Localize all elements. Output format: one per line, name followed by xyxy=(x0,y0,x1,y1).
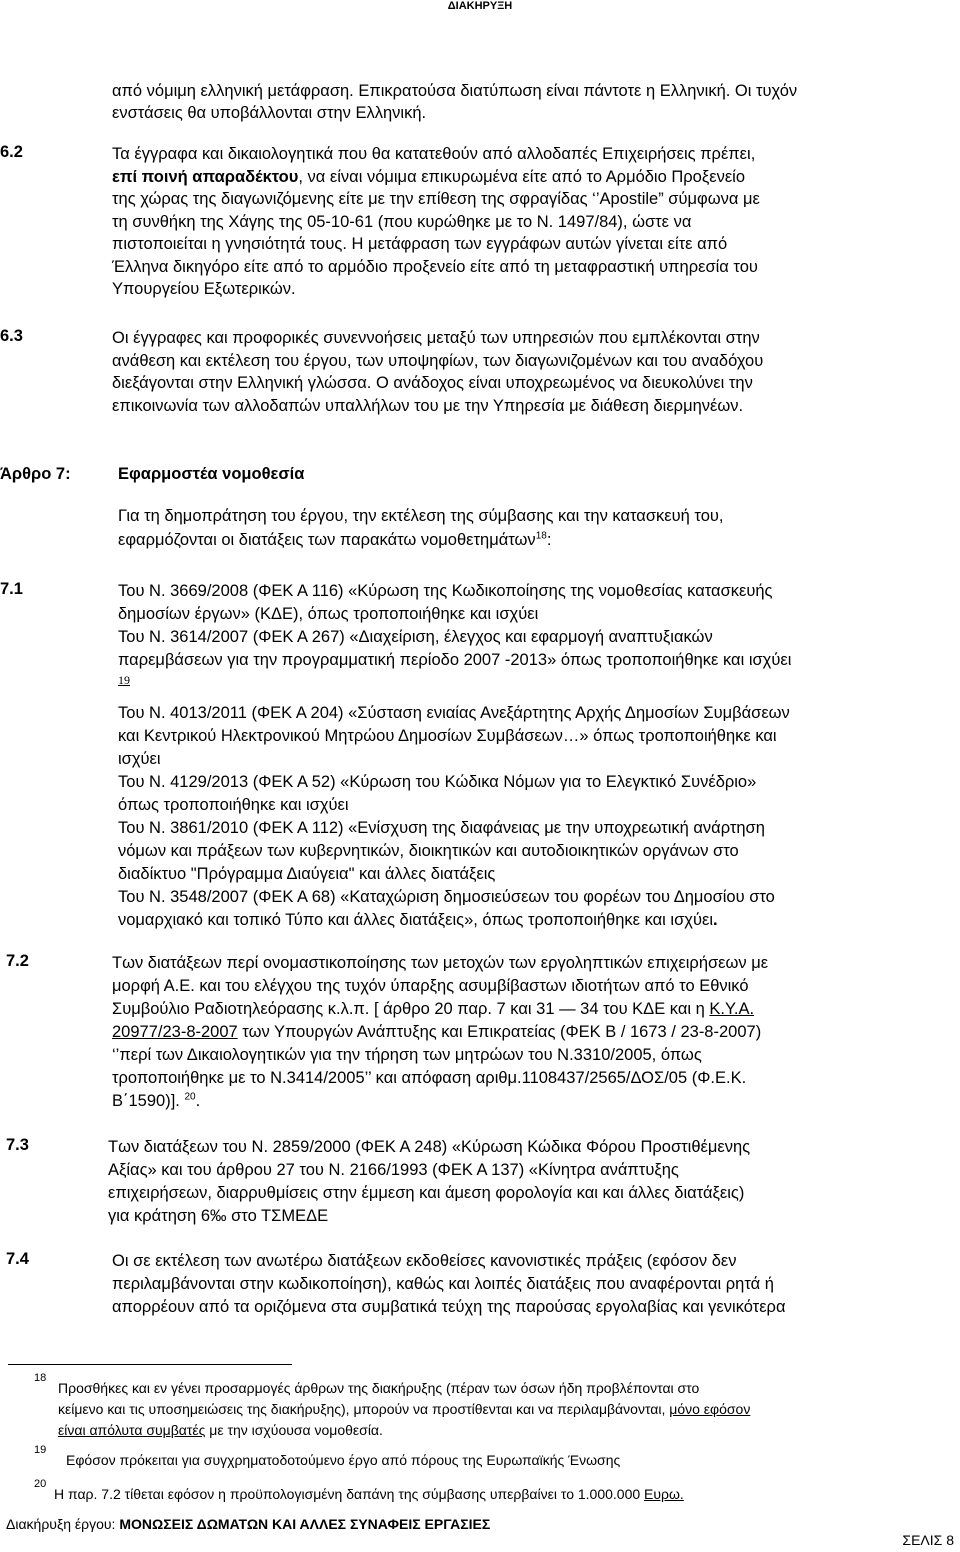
line xyxy=(58,1399,954,1420)
line-text: Συμβούλιο Ραδιοτηλεόρασης κ.λ.π. [ άρθρο 20 παρ. 7 και 31 — 34 του ΚΔΕ και η xyxy=(112,1000,705,1018)
line: Του Ν. 4129/2013 (ΦΕΚ Α 52) «Κύρωση του Κώδικα Νόμων για το Ελεγκτικό Συνέδριο» xyxy=(118,773,757,791)
footnote-separator xyxy=(8,1364,292,1365)
line: Για τη δημοπράτηση του έργου, την εκτέλεση της σύμβασης και την κατασκευή του, xyxy=(118,507,724,525)
footnote-number-20: 20 xyxy=(34,1478,47,1490)
footnote-ref-20: 20 xyxy=(184,1091,196,1103)
line: απορρέουν από τα οριζόμενα στα συμβατικά τεύχη της παρούσας εργολαβίας και γενικότερα xyxy=(112,1298,786,1316)
line-end: . xyxy=(195,1092,201,1110)
line: της χώρας της διαγωνιζόμενης είτε με την επίθεση της σφραγίδας ‘’Apostile” σύμφωνα με xyxy=(112,190,760,208)
line: περιλαμβάνονται στην κωδικοποίηση), καθώς και λοιπές διατάξεις που αναφέρονται ρητά ή xyxy=(112,1275,774,1293)
line: Του Ν. 4013/2011 (ΦΕΚ Α 204) «Σύσταση ενιαίας Ανεξάρτητης Αρχής Δημοσίων Συμβάσεων xyxy=(118,704,790,722)
page-footer xyxy=(6,1516,490,1532)
section-number-7-1: 7.1 xyxy=(0,580,23,598)
line: Του Ν. 3669/2008 (ΦΕΚ Α 116) «Κύρωση της Κωδικοποίησης της νομοθεσίας κατασκευής xyxy=(118,582,773,600)
section-number-7-4: 7.4 xyxy=(6,1250,29,1268)
section-number-6-3: 6.3 xyxy=(0,327,23,345)
line: πιστοποιείται η γνησιότητά τους. Η μετάφραση των εγγράφων αυτών γίνεται είτε από xyxy=(112,235,728,253)
line-text: των Υπουργών Ανάπτυξης και Επικρατείας (ΦΕΚ Β / 1673 / 23-8-2007) xyxy=(237,1023,762,1041)
line: Του Ν. 3861/2010 (ΦΕΚ Α 112) «Ενίσχυση της διαφάνειας με την υποχρεωτική ανάρτηση xyxy=(118,819,765,837)
page-number: ΣΕΛΙΣ 8 xyxy=(902,1532,954,1548)
line xyxy=(112,1021,954,1044)
footnote-number-18: 18 xyxy=(34,1372,47,1384)
line: Του Ν. 3614/2007 (ΦΕΚ Α 267) «Διαχείριση, έλεγχος και εφαρμογή αναπτυξιακών xyxy=(118,628,713,646)
kya-ref: Κ.Υ.Α. xyxy=(709,1000,755,1018)
line: δημοσίων έργων» (ΚΔΕ), όπως τροποποιήθηκε και ισχύει xyxy=(118,605,539,623)
bold-phrase: επί ποινή απαραδέκτου xyxy=(112,167,299,186)
section-7-1-text xyxy=(118,580,954,932)
footer-project-title: ΜΟΝΩΣΕΙΣ ΔΩΜΑΤΩΝ ΚΑΙ ΑΛΛΕΣ ΣΥΝΑΦΕΙΣ ΕΡΓΑΣΙΕΣ xyxy=(119,1516,491,1532)
line: παρεμβάσεων για την προγραμματική περίοδο 2007 -2013» όπως τροποποιήθηκε και ισχύει xyxy=(118,651,792,669)
section-7-3-text xyxy=(108,1136,954,1228)
footnote-ref-18: 18 xyxy=(535,530,547,542)
article-intro xyxy=(118,504,954,552)
line: μορφή Α.Ε. και του ελέγχου της τυχόν ύπαρξης ασυμβίβαστων ιδιοτήτων από το Εθνικό xyxy=(112,977,749,995)
underlined-phrase: Ευρω. xyxy=(644,1486,684,1502)
line-text: Η παρ. 7.2 τίθεται εφόσον η προϋπολογισμένη δαπάνη της σύμβασης υπερβαίνει το 1.000.000 xyxy=(54,1486,641,1502)
line xyxy=(112,998,954,1021)
line: επιχειρήσεων, διαρρυθμίσεις στην έμμεση και άμεση φορολογία και και άλλες διατάξεις) xyxy=(108,1184,745,1202)
line: Προσθήκες και εν γένει προσαρμογές άρθρων της διακήρυξης (πέραν των όσων ήδη προβλέπονται στο xyxy=(58,1380,700,1396)
line: επικοινωνία των αλλοδαπών υπαλλήλων του με την Υπηρεσία με διάθεση διερμηνέων. xyxy=(112,396,744,415)
line: και Κεντρικού Ηλεκτρονικού Μητρώου Δημοσίων Συμβάσεων…» όπως τροποποιήθηκε και xyxy=(118,727,777,745)
line xyxy=(112,166,954,189)
line: ανάθεση και εκτέλεση του έργου, των υποψηφίων, των διαγωνιζομένων και του αναδόχου xyxy=(112,351,764,370)
line: Οι σε εκτέλεση των ανωτέρω διατάξεων εκδοθείσες κανονιστικές πράξεις (εφόσον δεν xyxy=(112,1252,737,1270)
intro-paragraph xyxy=(112,80,954,124)
article-title: Εφαρμοστέα νομοθεσία xyxy=(118,465,305,483)
line: τη συνθήκη της Χάγης της 05-10-61 (που κυρώθηκε με το Ν. 1497/84), ώστε να xyxy=(112,212,692,231)
line: όπως τροποποιήθηκε και ισχύει xyxy=(118,796,349,814)
line xyxy=(58,1420,954,1441)
footnote-number-19: 19 xyxy=(34,1444,47,1456)
line-text: Β΄1590)]. xyxy=(112,1092,185,1110)
section-7-4-text xyxy=(112,1250,954,1319)
section-6-3-text xyxy=(112,327,954,417)
line: ισχύει xyxy=(118,750,161,768)
line: διεξάγονται στην Ελληνική γλώσσα. Ο ανάδοχος είναι υποχρεωμένος να διευκολύνει την xyxy=(112,374,753,392)
line: Υπουργείου Εξωτερικών. xyxy=(112,280,296,298)
article-label: Άρθρο 7: xyxy=(0,465,71,483)
line: διαδίκτυο "Πρόγραμμα Διαύγεια" και άλλες διατάξεις xyxy=(118,865,496,883)
line: Του Ν. 3548/2007 (ΦΕΚ Α 68) «Καταχώριση δημοσιεύσεων του φορέων του Δημοσίου στο xyxy=(118,888,775,906)
footnote-18 xyxy=(58,1378,954,1441)
spacer xyxy=(118,688,954,702)
page-header: ΔΙΑΚΗΡΥΞΗ xyxy=(447,0,513,12)
line: για κράτηση 6‰ στο ΤΣΜΕΔΕ xyxy=(108,1207,329,1225)
footnote-20 xyxy=(54,1484,684,1505)
line: Έλληνα δικηγόρο είτε από το αρμόδιο προξενείο είτε από τη μεταφραστική υπηρεσία του xyxy=(112,257,758,276)
line: Των διατάξεων περί ονομαστικοποίησης των μετοχών των εργοληπτικών επιχειρήσεων με xyxy=(112,954,769,972)
line: νόμων και πράξεων των κυβερνητικών, διοικητικών και αυτοδιοικητικών οργάνων στο xyxy=(118,842,739,860)
footnote-ref-19: 19 xyxy=(118,673,130,687)
line: Τα έγγραφα και δικαιολογητικά που θα κατατεθούν από αλλοδαπές Επιχειρήσεις πρέπει, xyxy=(112,145,756,163)
footer-label: Διακήρυξη έργου: xyxy=(6,1516,120,1532)
intro-line: ενστάσεις θα υποβάλλονται στην Ελληνική. xyxy=(112,104,427,122)
line xyxy=(112,1090,954,1113)
line xyxy=(118,528,954,552)
section-number-7-3: 7.3 xyxy=(6,1136,29,1154)
footnote-19: Εφόσον πρόκειται για συγχρηματοδοτούμενο έργο από πόρους της Ευρωπαϊκής Ένωσης xyxy=(66,1452,621,1468)
line-rest: , να είναι νόμιμα επικυρωμένα είτε από το Αρμόδιο Προξενείο xyxy=(298,167,746,186)
line: Των διατάξεων του Ν. 2859/2000 (ΦΕΚ Α 248) «Κύρωση Κώδικα Φόρου Προστιθέμενης xyxy=(108,1138,751,1156)
intro-line: από νόμιμη ελληνική μετάφραση. Επικρατούσα διατύπωση είναι πάντοτε η Ελληνική. Οι τυχόν xyxy=(112,82,798,100)
line: Αξίας» και του άρθρου 27 του Ν. 2166/1993 (ΦΕΚ Α 137) «Κίνητρα ανάπτυξης xyxy=(108,1161,679,1179)
line-text: νομαρχιακό και τοπικό Τύπο και άλλες διατάξεις», όπως τροποποιήθηκε και ισχύει xyxy=(118,911,713,929)
line-end: . xyxy=(712,911,718,929)
line-text: με την ισχύουσα νομοθεσία. xyxy=(205,1422,383,1438)
line-text: κείμενο και τις υποσημειώσεις της διακήρυξης), μπορούν να προστίθενται και να περιλαμβάνονται, xyxy=(58,1401,666,1417)
underlined-phrase: είναι απόλυτα συμβατές xyxy=(58,1422,206,1438)
section-6-2-text xyxy=(112,143,954,301)
section-7-2-text xyxy=(112,952,954,1113)
line xyxy=(118,909,954,932)
line-end: : xyxy=(546,531,552,549)
line: τροποποιήθηκε με το Ν.3414/2005’’ και απόφαση αριθμ.1108437/2565/ΔΟΣ/05 (Φ.Ε.Κ. xyxy=(112,1069,747,1087)
underlined-phrase: μόνο εφόσον xyxy=(669,1401,751,1417)
line: Οι έγγραφες και προφορικές συνεννοήσεις μεταξύ των υπηρεσιών που εμπλέκονται στην xyxy=(112,329,760,347)
kya-number: 20977/23-8-2007 xyxy=(112,1023,238,1041)
line-text: εφαρμόζονται οι διατάξεις των παρακάτω νομοθετημάτων xyxy=(118,531,536,549)
line: ‘’περί των Δικαιολογητικών για την τήρηση των μητρώων του Ν.3310/2005, όπως xyxy=(112,1046,702,1064)
section-number-6-2: 6.2 xyxy=(0,143,23,161)
section-number-7-2: 7.2 xyxy=(6,952,29,970)
